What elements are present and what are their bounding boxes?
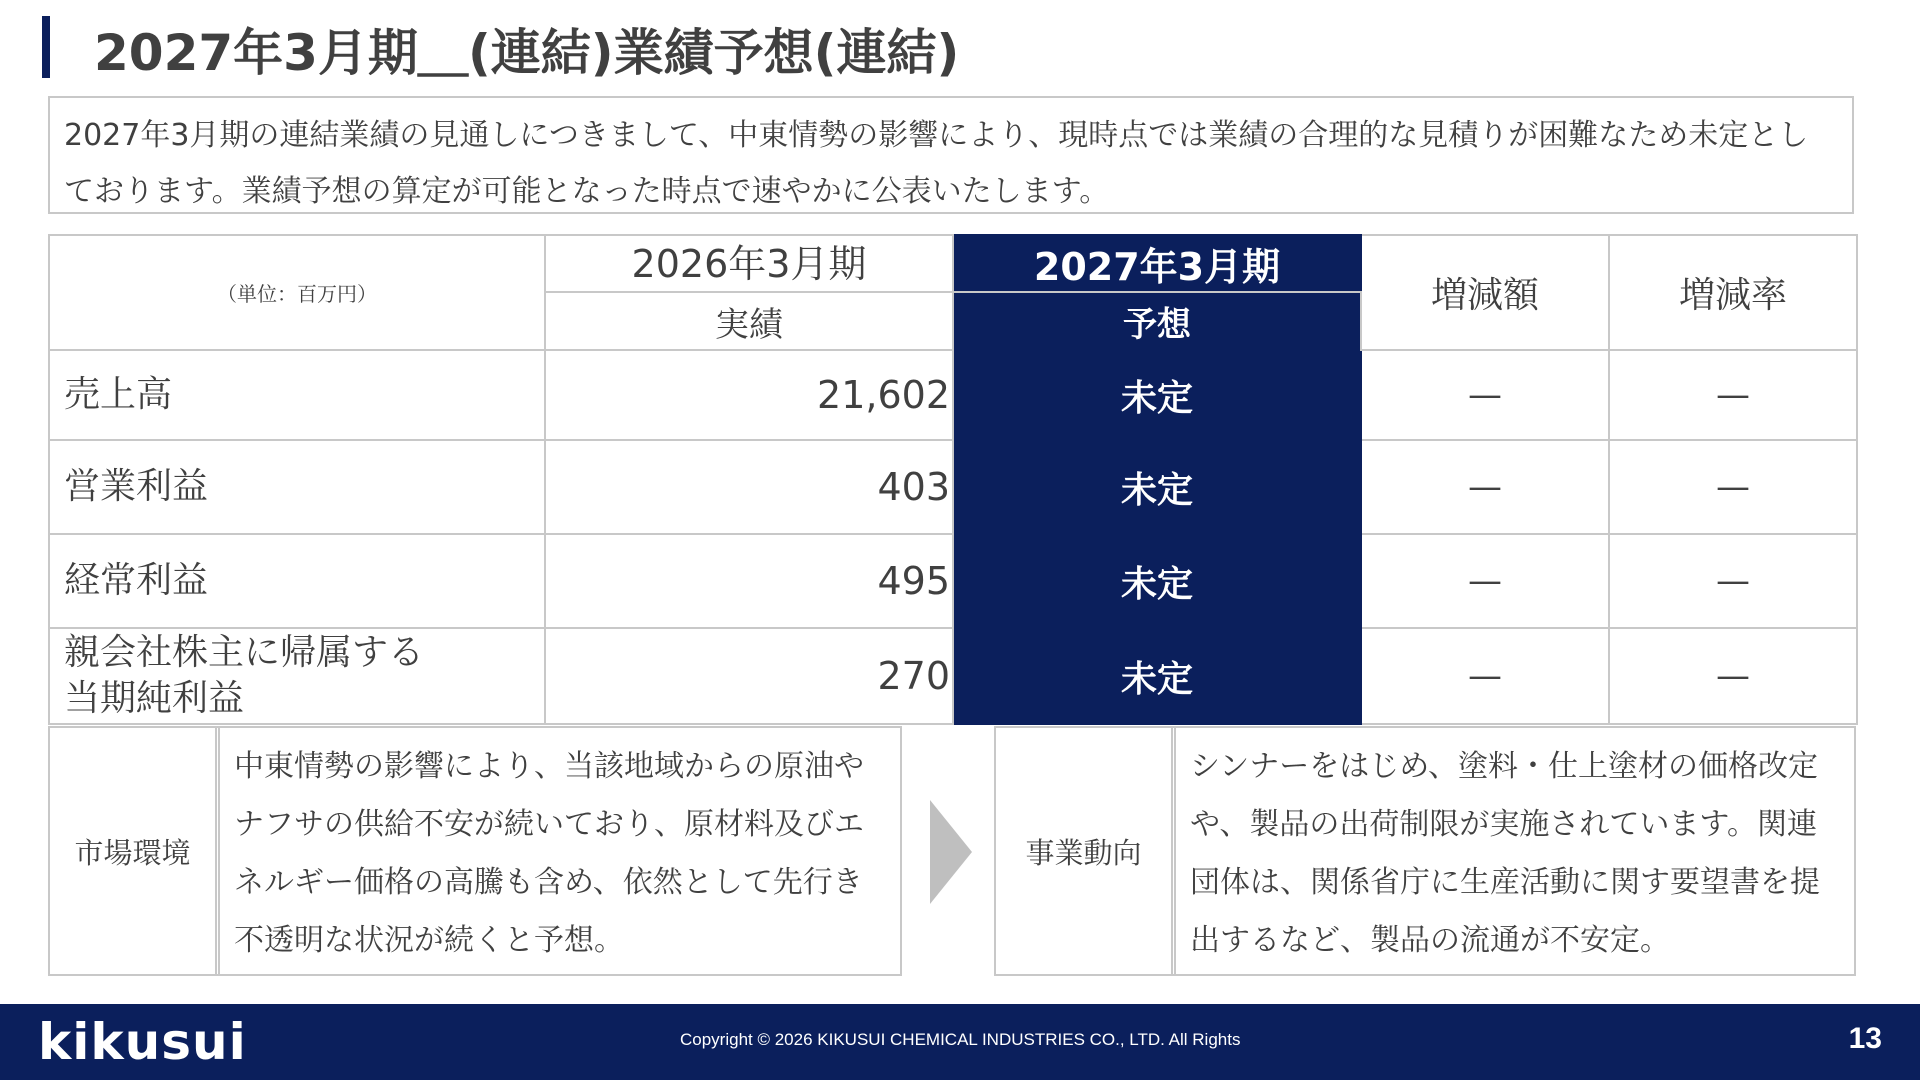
header-prev-period: 2026年3月期 <box>545 235 953 292</box>
arrow-right-icon <box>930 800 972 904</box>
diff-amount-sales: — <box>1361 350 1609 440</box>
unit-label: （単位：百万円） <box>49 235 545 350</box>
diff-rate-net-income: — <box>1609 628 1857 724</box>
row-label-sales: 売上高 <box>49 350 545 440</box>
business-trend-text: シンナーをはじめ、塗料・仕上塗材の価格改定や、製品の出荷制限が実施されています。関連団体は、関係省庁に生産活動に関す要望書を提出するなど、製品の流通が不安定。 <box>1190 749 1820 958</box>
row-label-net-income <box>49 628 545 724</box>
row-label-operating-income: 営業利益 <box>49 440 545 534</box>
header-diff-rate: 増減率 <box>1609 235 1857 350</box>
diff-amount-net-income: — <box>1361 628 1609 724</box>
market-environment-text: 中東情勢の影響により、当該地域からの原油やナフサの供給不安が続いており、原材料及びエネルギー価格の高騰も含め、依然として先行き不透明な状況が続くと予想。 <box>234 749 864 958</box>
actual-net-income: 270 <box>545 628 953 724</box>
table-row <box>49 534 1857 628</box>
copyright-text: Copyright © 2026 KIKUSUI CHEMICAL INDUSTRIES CO., LTD. All Rights <box>680 1030 1241 1049</box>
market-environment-box <box>48 726 902 976</box>
page-number: 13 <box>1848 1022 1882 1055</box>
forecast-ordinary-income: 未定 <box>953 534 1361 628</box>
market-environment-label: 市場環境 <box>50 728 220 974</box>
kikusui-logo: kikusui <box>38 1013 247 1071</box>
forecast-sales: 未定 <box>953 350 1361 440</box>
row-label-net-income-line2: 当期純利益 <box>64 678 245 719</box>
forecast-operating-income: 未定 <box>953 440 1361 534</box>
table-header-row <box>49 235 1857 292</box>
diff-amount-operating-income: — <box>1361 440 1609 534</box>
header-next-period: 2027年3月期 <box>953 235 1361 292</box>
diff-amount-ordinary-income: — <box>1361 534 1609 628</box>
actual-ordinary-income: 495 <box>545 534 953 628</box>
title-accent-bar <box>42 16 50 78</box>
table-row <box>49 350 1857 440</box>
table-row <box>49 628 1857 724</box>
header-prev-type: 実績 <box>545 292 953 350</box>
actual-operating-income: 403 <box>545 440 953 534</box>
diff-rate-sales: — <box>1609 350 1857 440</box>
row-label-net-income-line1: 親会社株主に帰属する <box>64 632 425 673</box>
earnings-forecast-table <box>48 234 1858 725</box>
diff-rate-operating-income: — <box>1609 440 1857 534</box>
table-row <box>49 440 1857 534</box>
header-next-type: 予想 <box>953 292 1361 350</box>
footer-bar <box>0 1004 1920 1080</box>
header-diff-amount: 増減額 <box>1361 235 1609 350</box>
forecast-net-income: 未定 <box>953 628 1361 724</box>
business-trend-label: 事業動向 <box>996 728 1176 974</box>
page-title: 2027年3月期＿(連結)業績予想(連結) <box>94 24 960 82</box>
diff-rate-ordinary-income: — <box>1609 534 1857 628</box>
business-trend-box <box>994 726 1856 976</box>
forecast-notice: 2027年3月期の連結業績の見通しにつきまして、中東情勢の影響により、現時点では業績の合理的な見積りが困難なため未定としております。業績予想の算定が可能となった時点で速やかに公表いたします。 <box>48 96 1854 214</box>
row-label-ordinary-income: 経常利益 <box>49 534 545 628</box>
actual-sales: 21,602 <box>545 350 953 440</box>
